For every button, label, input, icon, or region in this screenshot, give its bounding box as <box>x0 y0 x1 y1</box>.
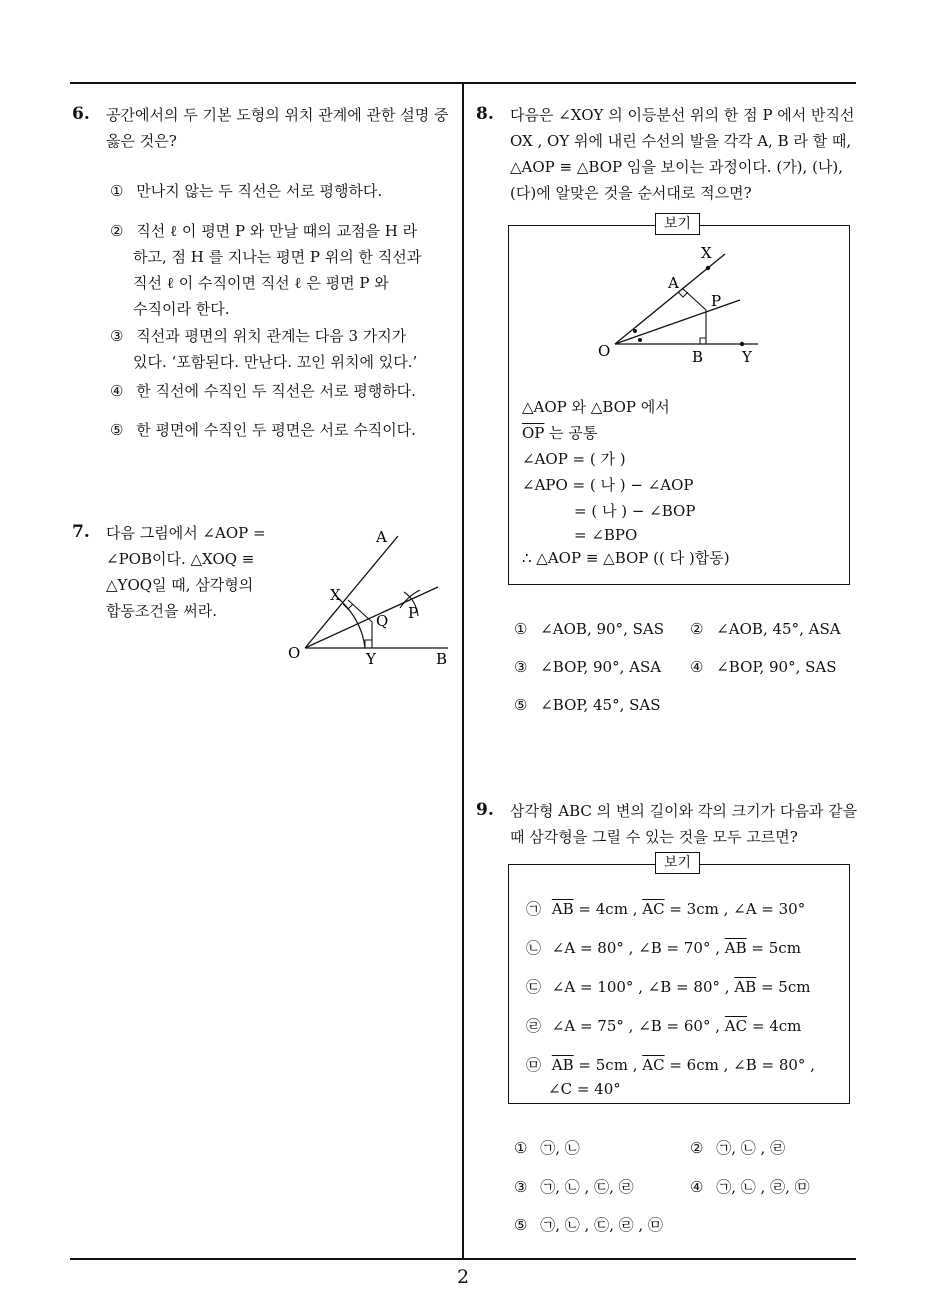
bottom-rule <box>70 1258 856 1260</box>
proof-line-7: ∴ △AOP ≡ △BOP (( 다 )합동) <box>522 549 730 567</box>
label-q: Q <box>376 612 389 630</box>
q9-choice-5[interactable] <box>514 1214 663 1235</box>
choice-mark: ⑤ <box>110 421 124 439</box>
q9-item-b <box>526 937 801 958</box>
angle-dot-2 <box>638 338 642 342</box>
item-mark: ㉣ <box>526 1017 542 1035</box>
label-b: B <box>692 348 704 366</box>
choice-mark: ④ <box>690 658 704 676</box>
q8-stem-line: △AOP ≡ △BOP 임을 보이는 과정이다. (가), (나), <box>510 158 844 176</box>
choice-text: 한 평면에 수직인 두 평면은 서로 수직이다. <box>136 421 416 439</box>
choice-mark: ② <box>690 1139 704 1157</box>
segment-ac: $\overline{AC}$ <box>724 1017 748 1035</box>
segment-ac: $\overline{AC}$ <box>642 1056 665 1074</box>
segment-ab: $\overline{AB}$ <box>551 900 574 918</box>
label-a: A <box>668 274 679 292</box>
q8-stem-line: 다음은 ∠XOY 의 이등분선 위의 한 점 P 에서 반직선 <box>510 106 855 124</box>
perp-pa <box>682 288 706 310</box>
q9-item-d <box>526 1015 801 1036</box>
q6-choice-2[interactable] <box>110 218 422 322</box>
q9-choice-2[interactable] <box>690 1137 785 1158</box>
segment-ac: $\overline{AC}$ <box>642 900 665 918</box>
q7-stem <box>106 520 266 624</box>
right-angle-b <box>700 338 706 344</box>
perp-xq <box>348 600 372 622</box>
ray-oa <box>305 536 398 648</box>
proof-line-6: = ∠BPO <box>574 526 638 544</box>
choice-line: 있다. ‘포함된다. 만난다. 꼬인 위치에 있다.’ <box>133 353 418 371</box>
q6-number: 6. <box>72 104 90 124</box>
label-o: O <box>598 342 611 360</box>
label-b: B <box>436 650 448 668</box>
q6-choice-3[interactable] <box>110 323 418 375</box>
choice-text: ∠BOP, 90°, ASA <box>540 658 662 676</box>
q8-choice-2[interactable] <box>690 620 841 638</box>
label-p: P <box>711 292 722 310</box>
q7-stem-line: 합동조건을 써라. <box>106 602 217 620</box>
choice-mark: ⑤ <box>514 1216 528 1234</box>
choice-text: ㉠, ㉡ , ㉣ <box>716 1139 786 1157</box>
segment-op: $\overline{OP}$ <box>522 424 545 442</box>
q9-item-e-line2: ∠C = 40° <box>548 1080 621 1098</box>
q8-stem-line: OX , OY 위에 내린 수선의 발을 각각 A, B 라 할 때, <box>510 132 852 150</box>
item-text: ∠A = 100° , ∠B = 80° , <box>551 978 735 996</box>
column-divider <box>462 83 464 1259</box>
label-y: Y <box>742 348 752 366</box>
segment-ab: $\overline{AB}$ <box>551 1056 574 1074</box>
choice-text: ∠AOB, 45°, ASA <box>716 620 841 638</box>
choice-mark: ⑤ <box>514 696 528 714</box>
item-text: = 5cm <box>746 939 801 957</box>
choice-text: ∠AOB, 90°, SAS <box>540 620 664 638</box>
choice-mark: ④ <box>690 1178 704 1196</box>
q8-stem <box>510 102 855 206</box>
q9-choice-1[interactable] <box>514 1137 580 1158</box>
q6-stem-line: 옳은 것은? <box>106 132 177 150</box>
q6-choice-4[interactable] <box>110 380 416 401</box>
proof-line-3: ∠AOP = ( 가 ) <box>522 450 626 468</box>
item-text: = 4cm <box>747 1017 802 1035</box>
proof-text: 는 공통 <box>544 424 598 442</box>
item-mark: ㉡ <box>526 939 542 957</box>
q7-angle-bisector-figure <box>280 520 460 670</box>
choice-text: 직선과 평면의 위치 관계는 다음 3 가지가 <box>136 327 407 345</box>
q9-choice-4[interactable] <box>690 1176 810 1197</box>
q7-stem-line: ∠POB이다. △XOQ ≡ <box>106 550 255 568</box>
right-angle-y <box>365 640 372 648</box>
choice-text: ∠BOP, 90°, SAS <box>716 658 837 676</box>
choice-line: 직선 ℓ 이 수직이면 직선 ℓ 은 평면 P 와 <box>133 274 389 292</box>
label-y: Y <box>366 650 376 668</box>
q6-stem <box>106 102 448 154</box>
q9-choice-3[interactable] <box>514 1176 634 1197</box>
choice-mark: ② <box>110 222 124 240</box>
q8-choice-3[interactable] <box>514 658 661 676</box>
choice-text: 한 직선에 수직인 두 직선은 서로 평행하다. <box>136 382 416 400</box>
point-y <box>740 342 744 346</box>
q9-stem-line: 삼각형 ABC 의 변의 길이와 각의 크기가 다음과 같을 <box>510 802 858 820</box>
item-mark: ㉠ <box>526 900 542 918</box>
label-p: P <box>408 604 419 622</box>
label-o: O <box>288 644 301 662</box>
item-mark: ㉢ <box>526 978 542 996</box>
ray-op <box>615 300 740 344</box>
proof-line-1: △AOP 와 △BOP 에서 <box>522 398 670 416</box>
q9-item-a <box>526 898 805 919</box>
choice-mark: ① <box>110 182 124 200</box>
item-text: = 6cm , ∠B = 80° , <box>664 1056 815 1074</box>
choice-mark: ① <box>514 620 528 638</box>
segment-ab: $\overline{AB}$ <box>734 978 757 996</box>
choice-text: 만나지 않는 두 직선은 서로 평행하다. <box>136 182 383 200</box>
q8-stem-line: (다)에 알맞은 것을 순서대로 적으면? <box>510 184 752 202</box>
choice-mark: ④ <box>110 382 124 400</box>
page-number: 2 <box>456 1266 470 1288</box>
q8-choice-1[interactable] <box>514 620 664 638</box>
label-a: A <box>376 528 387 546</box>
choice-mark: ② <box>690 620 704 638</box>
q9-stem <box>510 798 857 850</box>
q9-item-e <box>526 1054 815 1075</box>
choice-line: 수직이라 한다. <box>133 300 230 318</box>
choice-mark: ③ <box>110 327 124 345</box>
choice-text: ㉠, ㉡ , ㉣, ㉤ <box>716 1178 810 1196</box>
segment-ab: $\overline{AB}$ <box>724 939 747 957</box>
choice-text: ㉠, ㉡ , ㉢, ㉣ <box>540 1178 634 1196</box>
choice-line <box>110 218 417 244</box>
q6-choice-1[interactable] <box>110 180 382 201</box>
item-text: = 4cm , <box>573 900 643 918</box>
choice-line: 하고, 점 H 를 지나는 평면 P 위의 한 직선과 <box>133 248 422 266</box>
choice-mark: ③ <box>514 658 528 676</box>
label-x: X <box>701 244 712 262</box>
proof-line-2 <box>522 422 597 443</box>
q8-choice-5[interactable] <box>514 696 661 714</box>
item-mark: ㉤ <box>526 1056 542 1074</box>
q8-bisector-figure <box>590 240 790 370</box>
q6-choice-5[interactable] <box>110 419 416 440</box>
proof-line-4: ∠APO = ( 나 ) − ∠AOP <box>522 476 694 494</box>
choice-text: 직선 ℓ 이 평면 P 와 만날 때의 교점을 H 라 <box>136 222 418 240</box>
proof-line-5: = ( 나 ) − ∠BOP <box>574 502 696 520</box>
q7-number: 7. <box>72 522 90 542</box>
q7-stem-line: △YOQ일 때, 삼각형의 <box>106 576 254 594</box>
item-text: = 5cm , <box>573 1056 643 1074</box>
point-x <box>706 266 710 270</box>
choice-mark: ① <box>514 1139 528 1157</box>
choice-line <box>110 323 406 349</box>
choice-mark: ③ <box>514 1178 528 1196</box>
label-x: X <box>330 586 341 604</box>
q9-item-c <box>526 976 810 997</box>
q9-number: 9. <box>476 800 494 820</box>
angle-dot-1 <box>633 329 637 333</box>
q8-box-label: 보기 <box>655 213 700 235</box>
q8-number: 8. <box>476 104 494 124</box>
choice-text: ㉠, ㉡ , ㉢, ㉣ , ㉤ <box>540 1216 663 1234</box>
item-text: ∠A = 75° , ∠B = 60° , <box>551 1017 725 1035</box>
choice-text: ∠BOP, 45°, SAS <box>540 696 661 714</box>
q6-stem-line: 공간에서의 두 기본 도형의 위치 관계에 관한 설명 중 <box>106 106 449 124</box>
choice-text: ㉠, ㉡ <box>540 1139 580 1157</box>
item-text: ∠A = 80° , ∠B = 70° , <box>551 939 725 957</box>
q9-stem-line: 때 삼각형을 그릴 수 있는 것을 모두 고르면? <box>510 828 798 846</box>
item-text: = 3cm , ∠A = 30° <box>664 900 806 918</box>
q7-stem-line: 다음 그림에서 ∠AOP = <box>106 524 266 542</box>
q8-choice-4[interactable] <box>690 658 837 676</box>
item-text: = 5cm <box>756 978 811 996</box>
q9-box-label: 보기 <box>655 852 700 874</box>
